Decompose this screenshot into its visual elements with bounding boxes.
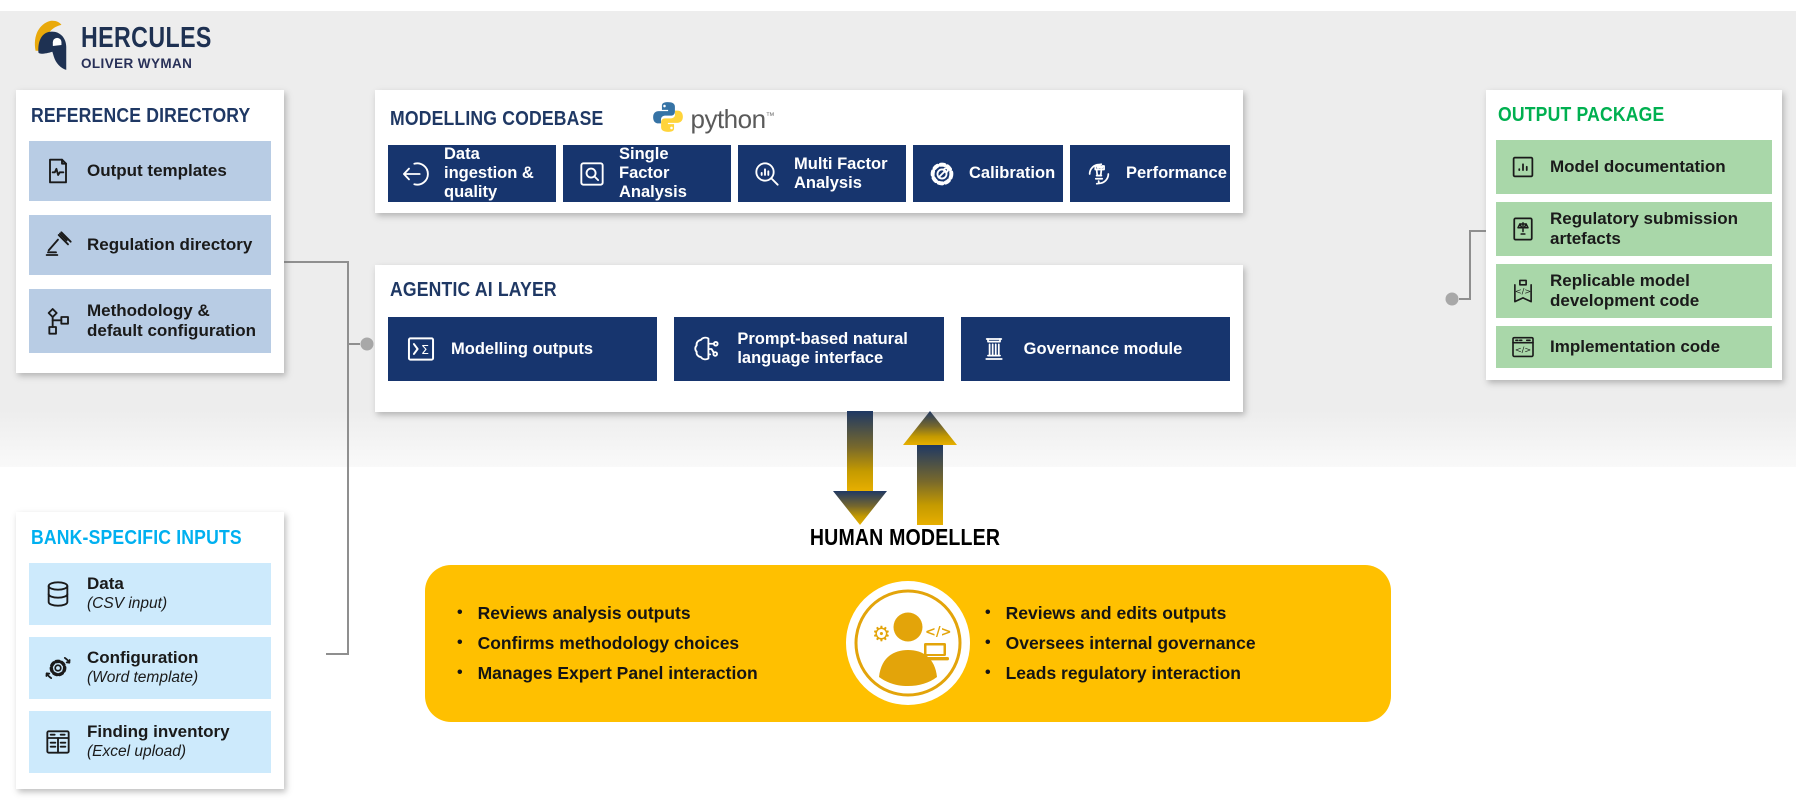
module-modelling-outputs: Σ Modelling outputs [388,317,657,381]
up-arrow [903,411,957,525]
module-prompt-interface: Prompt-based natural language interface [674,317,943,381]
item-label: Methodology & default configuration [87,300,257,340]
svg-text:</>: </> [925,625,952,640]
item-sublabel: (Excel upload) [87,743,187,761]
list-item: • Oversees internal governance [985,628,1385,658]
bullet: • [457,604,463,621]
terminal-sigma-icon [404,332,438,366]
item-label: Finding inventory [87,722,230,742]
python-wordmark: python™ [690,103,775,134]
human-modeller-badge-icon [846,581,970,705]
list-item: • Leads regulatory interaction [985,658,1385,688]
down-arrow [833,411,887,525]
output-package-title: OUTPUT PACKAGE [1498,104,1665,126]
item-sublabel: (CSV input) [87,595,168,613]
list-item: • Reviews analysis outputs [457,598,857,628]
svg-text:</>: </> [1514,286,1532,297]
list-item [29,563,271,625]
database-icon [38,578,78,610]
item-label: Output templates [87,160,227,180]
spreadsheet-icon [38,726,78,758]
human-modeller-title: HUMAN MODELLER [809,524,1001,550]
agentic-ai-layer-card [375,265,1243,412]
bullet: • [985,664,991,681]
spartan-helmet-icon [26,18,72,77]
item-label: Data [87,574,124,594]
item-label: Regulatory submission artefacts [1550,208,1738,248]
output-package-card [1486,90,1782,380]
bullet: • [985,604,991,621]
item-label: Configuration [87,648,199,668]
list-item: • Confirms methodology choices [457,628,857,658]
list-item [1496,202,1772,256]
module-governance: Governance module [961,317,1230,381]
module-performance: Performance [1070,145,1230,202]
reference-directory-card [16,90,284,373]
reference-directory-title: REFERENCE DIRECTORY [31,105,251,127]
list-item: • Manages Expert Panel interaction [457,658,857,688]
item-label: Implementation code [1550,336,1721,356]
agentic-layer-title: AGENTIC AI LAYER [390,279,557,301]
human-modeller-left-list [457,598,857,688]
bullet: • [457,634,463,651]
scales-document-icon [1503,214,1543,244]
flow-arrows [816,411,981,531]
svg-text:⚙: ⚙ [872,622,891,646]
svg-text:</>: </> [1514,344,1532,355]
list-item [1496,140,1772,194]
list-item [29,711,271,773]
gear-wrench-icon [925,157,959,191]
logo-subtitle: OLIVER WYMAN [81,56,193,71]
gavel-icon [38,229,78,261]
item-sublabel: (Word template) [87,669,199,687]
svg-text:Σ: Σ [421,343,430,359]
bank-specific-inputs-card [16,512,284,789]
bullet: • [457,664,463,681]
brain-circuit-icon [690,332,724,366]
logo-title: HERCULES [81,22,212,54]
python-logo [651,100,775,139]
list-item [29,215,271,275]
search-square-icon [575,158,609,190]
python-logo-icon [651,100,685,139]
module-single-factor: Single Factor Analysis [563,145,731,202]
modelling-codebase-card [375,90,1243,213]
module-calibration: Calibration [913,145,1063,202]
human-modeller-panel [425,565,1391,722]
pillar-icon [977,333,1011,365]
item-label: Replicable model development code [1550,270,1700,310]
code-window-icon [1503,332,1543,362]
rook-refresh-icon [1082,158,1116,190]
bank-inputs-title: BANK-SPECIFIC INPUTS [31,527,242,549]
chart-document-icon [1503,152,1543,182]
flowchart-icon [38,305,78,337]
module-data-ingestion: Data ingestion & quality [388,145,556,202]
bullet: • [985,634,991,651]
module-multi-factor: Multi Factor Analysis [738,145,906,202]
item-label: Regulation directory [87,234,253,254]
list-item [29,289,271,353]
data-import-icon [400,158,434,190]
list-item [1496,264,1772,318]
gear-sync-icon [38,652,78,684]
list-item [29,637,271,699]
modelling-codebase-title: MODELLING CODEBASE [390,107,604,130]
list-item [1496,326,1772,368]
code-banner-icon [1503,276,1543,306]
search-chart-icon [750,158,784,190]
document-report-icon [38,155,78,187]
human-modeller-right-list [985,598,1385,688]
list-item [29,141,271,201]
hercules-logo [26,18,245,77]
list-item: • Reviews and edits outputs [985,598,1385,628]
item-label: Model documentation [1550,156,1726,176]
